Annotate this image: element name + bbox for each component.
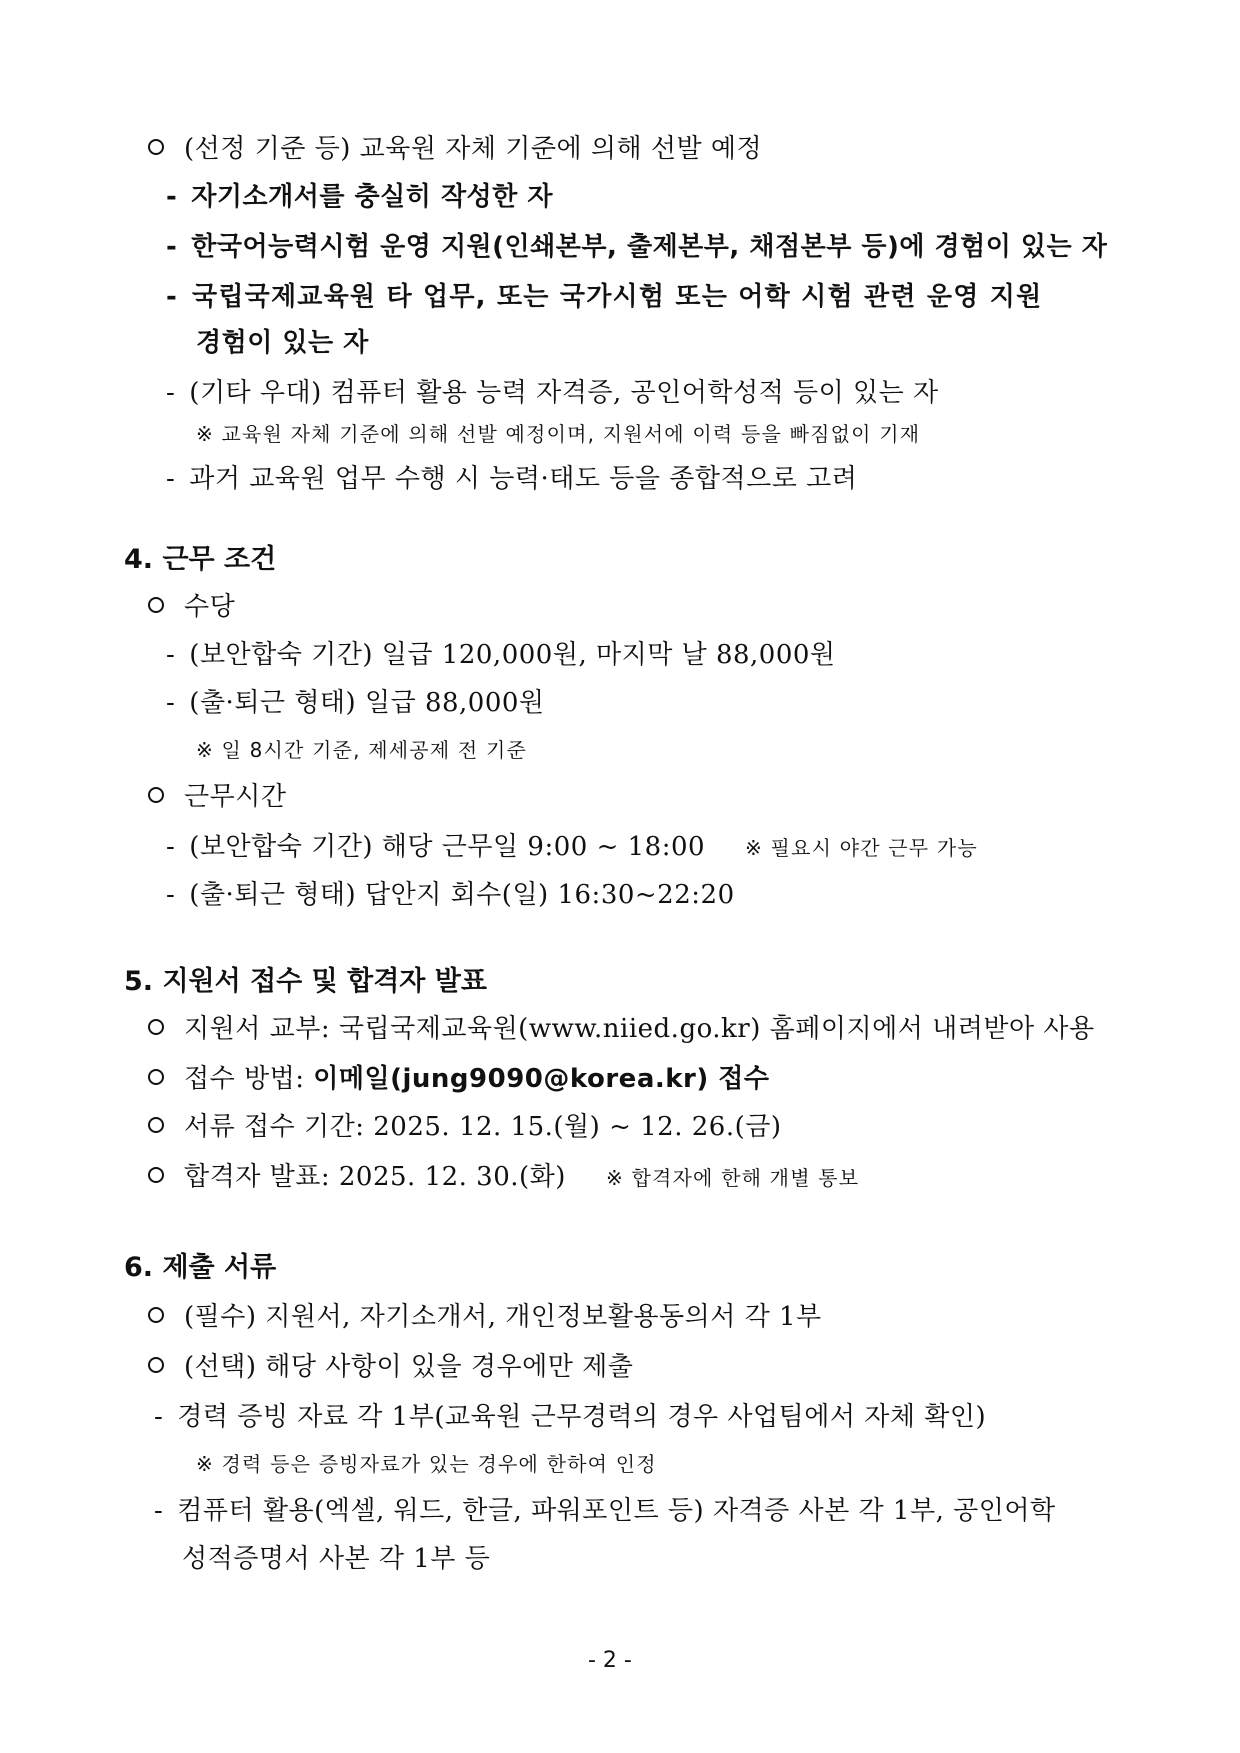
page-number: - 2 - [588, 1648, 632, 1673]
bullet-circle-icon [148, 597, 164, 613]
cert-item-continuation: 성적증명서 사본 각 1부 등 [182, 1544, 491, 1574]
hours-title: 근무시간 [148, 784, 286, 810]
bullet-circle-icon [148, 1069, 164, 1085]
bullet-circle-icon [148, 787, 164, 803]
criteria-item: - 과거 교육원 업무 수행 시 능력·태도 등을 종합적으로 고려 [166, 464, 858, 494]
criteria-item: - 국립국제교육원 타 업무, 또는 국가시험 또는 어학 시험 관련 운영 지원 [166, 282, 1043, 312]
required-line: (필수) 지원서, 자기소개서, 개인정보활용동의서 각 1부 [148, 1304, 822, 1330]
career-note: ※ 경력 등은 증빙자료가 있는 경우에 한하여 인정 [196, 1452, 657, 1476]
section-heading: 5. 지원서 접수 및 합격자 발표 [124, 966, 487, 997]
criteria-line: (선정 기준 등) 교육원 자체 기준에 의해 선발 예정 [148, 136, 762, 162]
period-line: 서류 접수 기간: 2025. 12. 15.(월) ~ 12. 26.(금) [148, 1114, 782, 1140]
section-heading: 4. 근무 조건 [124, 544, 277, 575]
career-item: - 경력 증빙 자료 각 1부(교육원 근무경력의 경우 사업팀에서 자체 확인) [154, 1402, 987, 1432]
hours-note: ※ 필요시 야간 근무 가능 [745, 836, 978, 860]
bullet-circle-icon [148, 1117, 164, 1133]
bullet-circle-icon [148, 1167, 164, 1183]
form-line: 지원서 교부: 국립국제교육원(www.niied.go.kr) 홈페이지에서 내려받아 사용 [148, 1016, 1095, 1042]
criteria-note: ※ 교육원 자체 기준에 의해 선발 예정이며, 지원서에 이력 등을 빠짐없이 기재 [196, 422, 921, 446]
method-line: 접수 방법: 이메일(jung9090@korea.kr) 접수 [148, 1066, 770, 1092]
pay-note: ※ 일 8시간 기준, 제세공제 전 기준 [196, 738, 528, 762]
announce-line: 합격자 발표: 2025. 12. 30.(화) ※ 합격자에 한해 개별 통보 [148, 1164, 859, 1190]
method-value: 이메일(jung9090@korea.kr) 접수 [313, 1064, 770, 1094]
criteria-item-continuation: 경험이 있는 자 [196, 328, 369, 358]
cert-item: - 컴퓨터 활용(엑셀, 워드, 한글, 파워포인트 등) 자격증 사본 각 1부, 공인어학 [154, 1496, 1056, 1526]
hours-item: - (출·퇴근 형태) 답안지 회수(일) 16:30~22:20 [166, 880, 735, 910]
section-heading: 6. 제출 서류 [124, 1252, 277, 1283]
optional-line: (선택) 해당 사항이 있을 경우에만 제출 [148, 1354, 633, 1380]
pay-title: 수당 [148, 594, 235, 620]
bullet-circle-icon [148, 1019, 164, 1035]
criteria-item: - 한국어능력시험 운영 지원(인쇄본부, 출제본부, 채점본부 등)에 경험이 있는 자 [166, 232, 1108, 262]
criteria-item: - (기타 우대) 컴퓨터 활용 능력 자격증, 공인어학성적 등이 있는 자 [166, 378, 939, 408]
pay-item: - (출·퇴근 형태) 일급 88,000원 [166, 688, 545, 718]
bullet-circle-icon [148, 139, 164, 155]
hours-item: - (보안합숙 기간) 해당 근무일 9:00 ~ 18:00 ※ 필요시 야간 근무 가능 [166, 832, 978, 862]
pay-item: - (보안합숙 기간) 일급 120,000원, 마지막 날 88,000원 [166, 640, 836, 670]
bullet-circle-icon [148, 1307, 164, 1323]
criteria-item: - 자기소개서를 충실히 작성한 자 [166, 182, 553, 212]
announce-note: ※ 합격자에 한해 개별 통보 [605, 1166, 860, 1190]
bullet-circle-icon [148, 1357, 164, 1373]
